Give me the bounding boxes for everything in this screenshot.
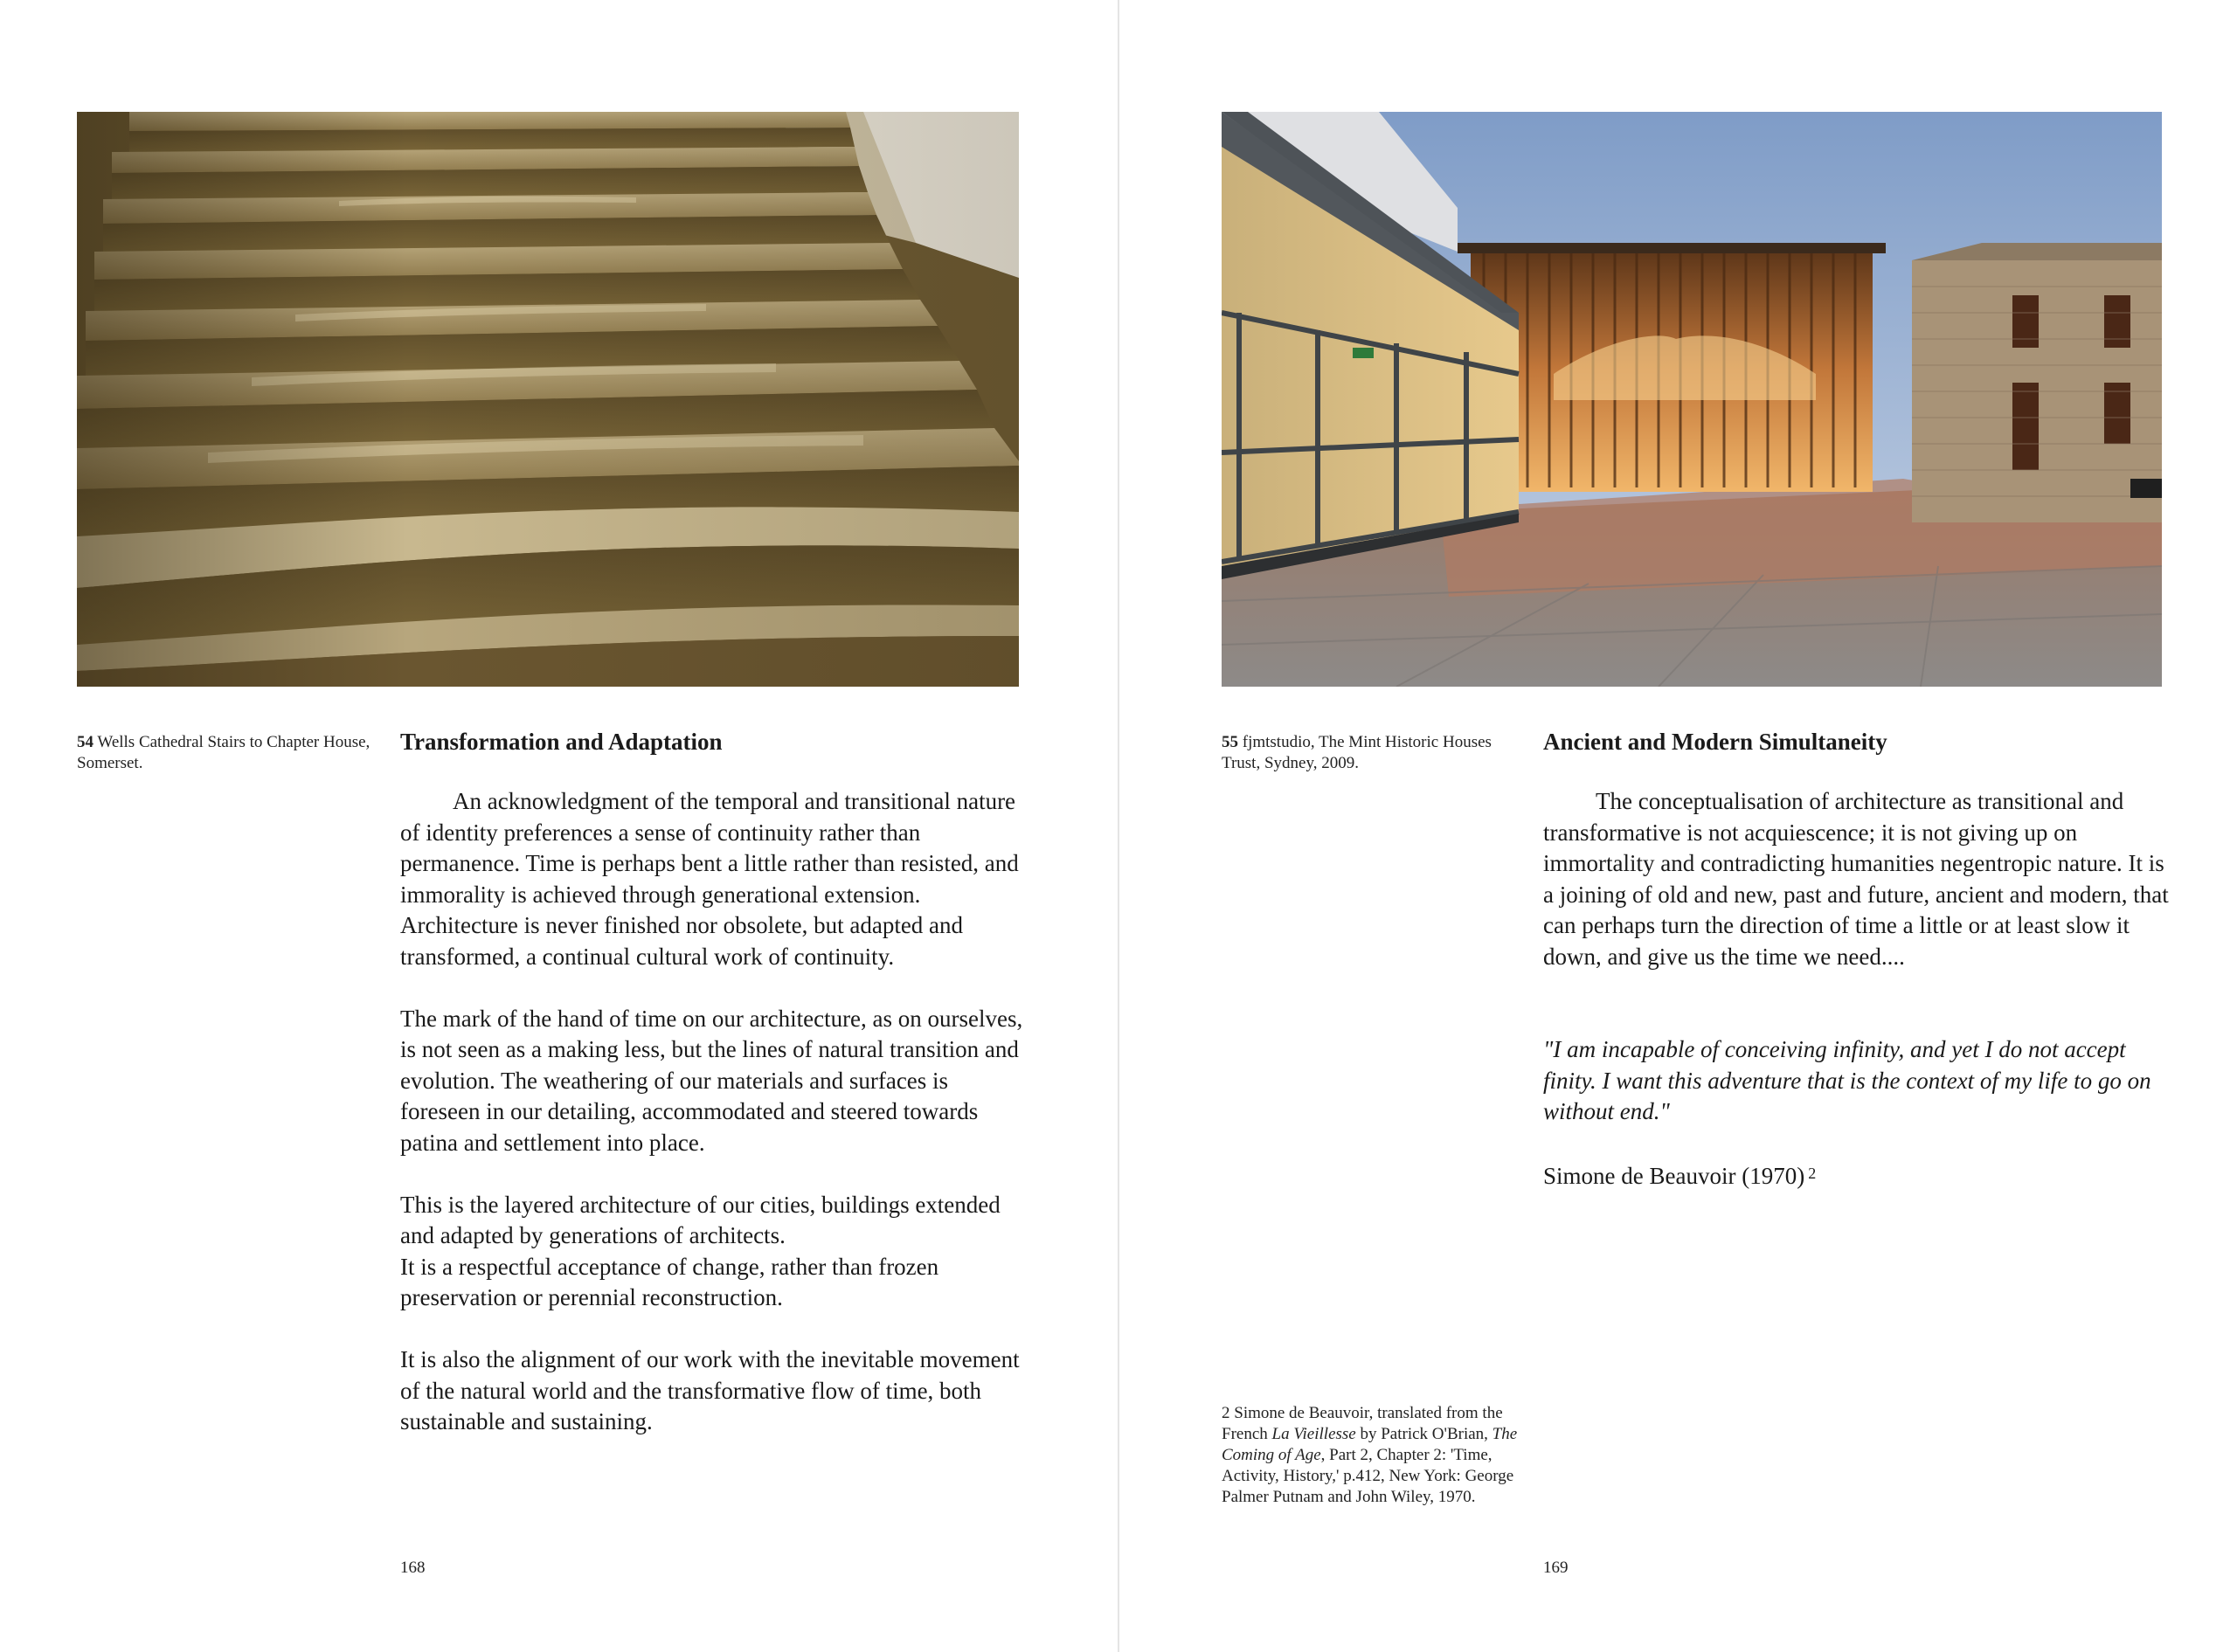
photo-wells-cathedral-stairs: [77, 112, 1019, 687]
caption-text: Wells Cathedral Stairs to Chapter House, Somerset.: [77, 733, 371, 772]
footnote-reference: 2: [1808, 1165, 1817, 1182]
footnote-number: 2: [1222, 1404, 1230, 1422]
attribution-text: Simone de Beauvoir (1970): [1543, 1163, 1805, 1189]
paragraph: The mark of the hand of time on our architecture, as on ourselves, is not seen as a making less, but the lines of natural transition and evolution. The weathering of our materials and surfaces is foreseen in our detailing, accommodated and steered towards patina and settlement into place.: [400, 1005, 1023, 1156]
footnote-2: [1222, 1403, 1536, 1508]
section-heading-ancient-modern: Ancient and Modern Simultaneity: [1543, 729, 1887, 755]
photo-the-mint-sydney: [1222, 112, 2162, 687]
quote-attribution: [1543, 1158, 2172, 1192]
figure-caption-55: [1222, 732, 1519, 774]
footnote-text: Simone de Beauvoir, translated from the French: [1222, 1404, 1503, 1443]
paragraph: This is the layered architecture of our cities, buildings extended and adapted by generations of architects. It is a respectful acceptance of change, rather than frozen preservation or perennial reconstruction.: [400, 1191, 1001, 1310]
body-text-right: [1543, 786, 2172, 1223]
caption-number: 54: [77, 733, 93, 751]
page-number-left: 168: [400, 1559, 426, 1577]
paragraph: It is also the alignment of our work with the inevitable movement of the natural world and the transformative flow of time, both sustainable and sustaining.: [400, 1346, 1020, 1434]
body-text-left: [400, 786, 1029, 1469]
stairs-illustration: [77, 112, 1019, 687]
figure-caption-54: [77, 732, 374, 774]
footnote-title: The Coming of Age: [1222, 1425, 1518, 1464]
block-quote: "I am incapable of conceiving infinity, and yet I do not accept finity. I want this adventure that is the context of my life to go on without end.": [1543, 1036, 2151, 1124]
footnote-text: , Part 2, Chapter 2: 'Time, Activity, History,' p.412, New York: George Palmer Putnam and John Wiley, 1970.: [1222, 1446, 1514, 1506]
page-gutter: [1118, 0, 1119, 1652]
caption-number: 55: [1222, 733, 1238, 751]
caption-text: fjmtstudio, The Mint Historic Houses Trust, Sydney, 2009.: [1222, 733, 1492, 772]
building-illustration: [1222, 112, 2162, 687]
section-heading-transformation: Transformation and Adaptation: [400, 729, 723, 755]
paragraph: The conceptualisation of architecture as transitional and transformative is not acquiescence; it is not giving up on immortality and contradicting humanities negentropic nature. It is a joining of old and new, past and future, ancient and modern, that can perhaps turn the direction of time a little or at least slow it down, and give us the time we need....: [1543, 788, 2169, 970]
footnote-text: by Patrick O'Brian,: [1355, 1425, 1492, 1443]
paragraph: An acknowledgment of the temporal and transitional nature of identity preferences a sense of continuity rather than permanence. Time is perhaps bent a little rather than resisted, and immorality is achieved through generational extension. Architecture is never finished nor obsolete, but adapted and transformed, a continual cultural work of continuity.: [400, 788, 1019, 970]
page-number-right: 169: [1543, 1559, 1569, 1577]
footnote-title: La Vieillesse: [1271, 1425, 1356, 1443]
